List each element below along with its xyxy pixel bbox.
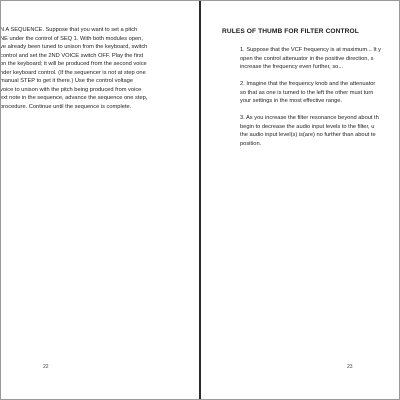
text-line: so that as one is turned to the left the other must turn — [240, 89, 374, 96]
text-line: manual STEP to get it there.) Use the control voltage — [0, 78, 133, 85]
page-number-right: 23 — [347, 364, 353, 370]
text-line: your settings in the most effective range. — [240, 98, 343, 105]
text-line: nder keyboard control. (If the sequencer is not at step one — [0, 69, 146, 76]
text-line: control and set the 2ND VOICE switch OFF. Play the first — [0, 52, 144, 59]
page-number-left: 22 — [43, 364, 49, 370]
text-line: N A SEQUENCE. Suppose that you want to set a pitch — [0, 27, 138, 33]
text-line: open the control attenuator in the positive direction, s — [240, 55, 374, 62]
text-line: 1. Suppose that the VCF frequency is at maximum... It y — [240, 47, 381, 53]
text-line: ve already been tuned to unison from the keyboard, switch — [0, 44, 148, 51]
text-line: 3. As you increase the filter resonance beyond about th — [240, 115, 379, 122]
text-line: on the keyboard; it will be produced from the second voice — [0, 61, 147, 68]
text-line: procedure. Continue until the sequence is complete. — [0, 103, 132, 110]
text-line: the audio input level(s) is(are) no further than about te — [240, 132, 376, 139]
text-line: increase the frequency even further, so... — [240, 64, 344, 71]
text-line: position. — [240, 140, 262, 147]
text-line: begin to decrease the audio input levels to the filter, u — [240, 123, 375, 130]
section-heading: RULES OF THUMB FOR FILTER CONTROL — [222, 28, 359, 35]
text-line: ext note in the sequence, advance the sequence one step, — [0, 95, 148, 102]
text-line: 2. Imagine that the frequency knob and the attenuator — [240, 81, 376, 88]
text-line: NE under the control of SEQ 1. With both modules open, — [0, 35, 143, 42]
text-line: voice to unison with the pitch being produced from voice — [0, 86, 142, 93]
